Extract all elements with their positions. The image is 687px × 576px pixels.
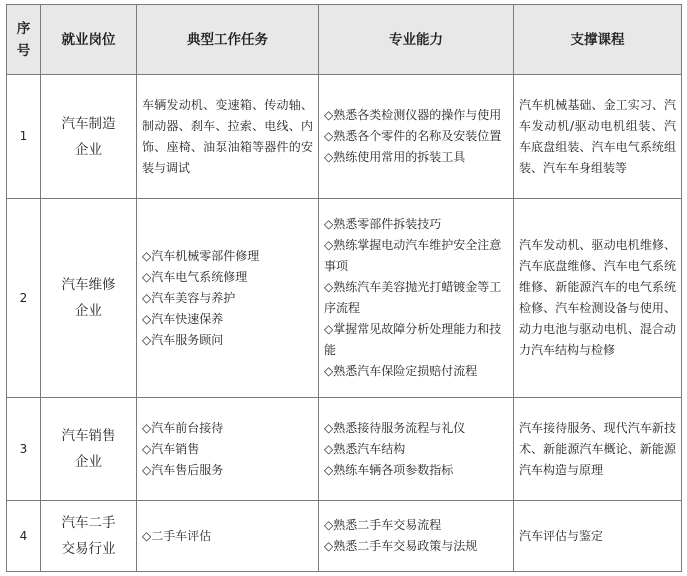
table-row [7,199,682,398]
table-row [7,75,682,199]
row-abilities [319,501,514,572]
header-abilities: 专业能力 [319,5,514,75]
row-position: 汽车制造企业 [41,75,137,199]
ability-item: ◇熟悉二手车交易政策与法规 [324,539,478,553]
row-courses: 汽车接待服务、现代汽车新技术、新能源汽车概论、新能源汽车构造与原理 [514,398,682,501]
header-tasks: 典型工作任务 [137,5,319,75]
header-row [7,5,682,75]
header-courses: 支撑课程 [514,5,682,75]
row-index: 4 [7,501,41,572]
task-item: 车辆发动机、变速箱、传动轴、制动器、刹车、拉索、电线、内饰、座椅、油泵油箱等器件的安装与调试 [142,97,313,175]
career-table [6,4,682,572]
row-position: 汽车二手交易行业 [41,501,137,572]
task-item: ◇汽车前台接待 [142,420,224,435]
task-item: ◇汽车销售 [142,441,200,456]
ability-item: ◇熟练使用常用的拆装工具 [324,150,466,164]
task-item: ◇汽车服务顾问 [142,332,224,347]
row-index: 1 [7,75,41,199]
row-abilities [319,398,514,501]
row-index: 2 [7,199,41,398]
table-row [7,398,682,501]
row-tasks [137,398,319,501]
row-abilities [319,75,514,199]
row-tasks [137,199,319,398]
row-tasks [137,501,319,572]
row-abilities [319,199,514,398]
task-item: ◇汽车售后服务 [142,462,224,477]
ability-item: ◇熟练车辆各项参数指标 [324,462,454,477]
ability-item: ◇熟练掌握电动汽车维护安全注意事项 [324,238,502,273]
task-item: ◇汽车机械零部件修理 [142,248,260,263]
row-tasks [137,75,319,199]
ability-item: ◇熟悉二手车交易流程 [324,518,442,532]
row-position: 汽车维修企业 [41,199,137,398]
ability-item: ◇熟悉汽车保险定损赔付流程 [324,364,478,378]
task-item: ◇二手车评估 [142,528,212,543]
row-courses: 汽车发动机、驱动电机维修、汽车底盘维修、汽车电气系统维修、新能源汽车的电气系统检修、汽车检测设备与使用、动力电池与驱动电机、混合动力汽车结构与检修 [514,199,682,398]
row-index: 3 [7,398,41,501]
ability-item: ◇熟悉零部件拆装技巧 [324,217,442,231]
ability-item: ◇掌握常见故障分析处理能力和技能 [324,322,502,357]
ability-item: ◇熟练汽车美容抛光打蜡镀金等工序流程 [324,280,502,315]
row-courses: 汽车机械基础、金工实习、汽车发动机/驱动电机组装、汽车底盘组装、汽车电气系统组装、汽车车身组装等 [514,75,682,199]
header-position: 就业岗位 [41,5,137,75]
row-position: 汽车销售企业 [41,398,137,501]
ability-item: ◇熟悉各个零件的名称及安装位置 [324,129,502,143]
row-courses: 汽车评估与鉴定 [514,501,682,572]
header-index: 序号 [7,5,41,75]
task-item: ◇汽车快速保养 [142,311,224,326]
ability-item: ◇熟悉各类检测仪器的操作与使用 [324,108,502,122]
table-row [7,501,682,572]
ability-item: ◇熟悉接待服务流程与礼仪 [324,420,466,435]
ability-item: ◇熟悉汽车结构 [324,441,406,456]
task-item: ◇汽车电气系统修理 [142,269,248,284]
task-item: ◇汽车美容与养护 [142,290,236,305]
